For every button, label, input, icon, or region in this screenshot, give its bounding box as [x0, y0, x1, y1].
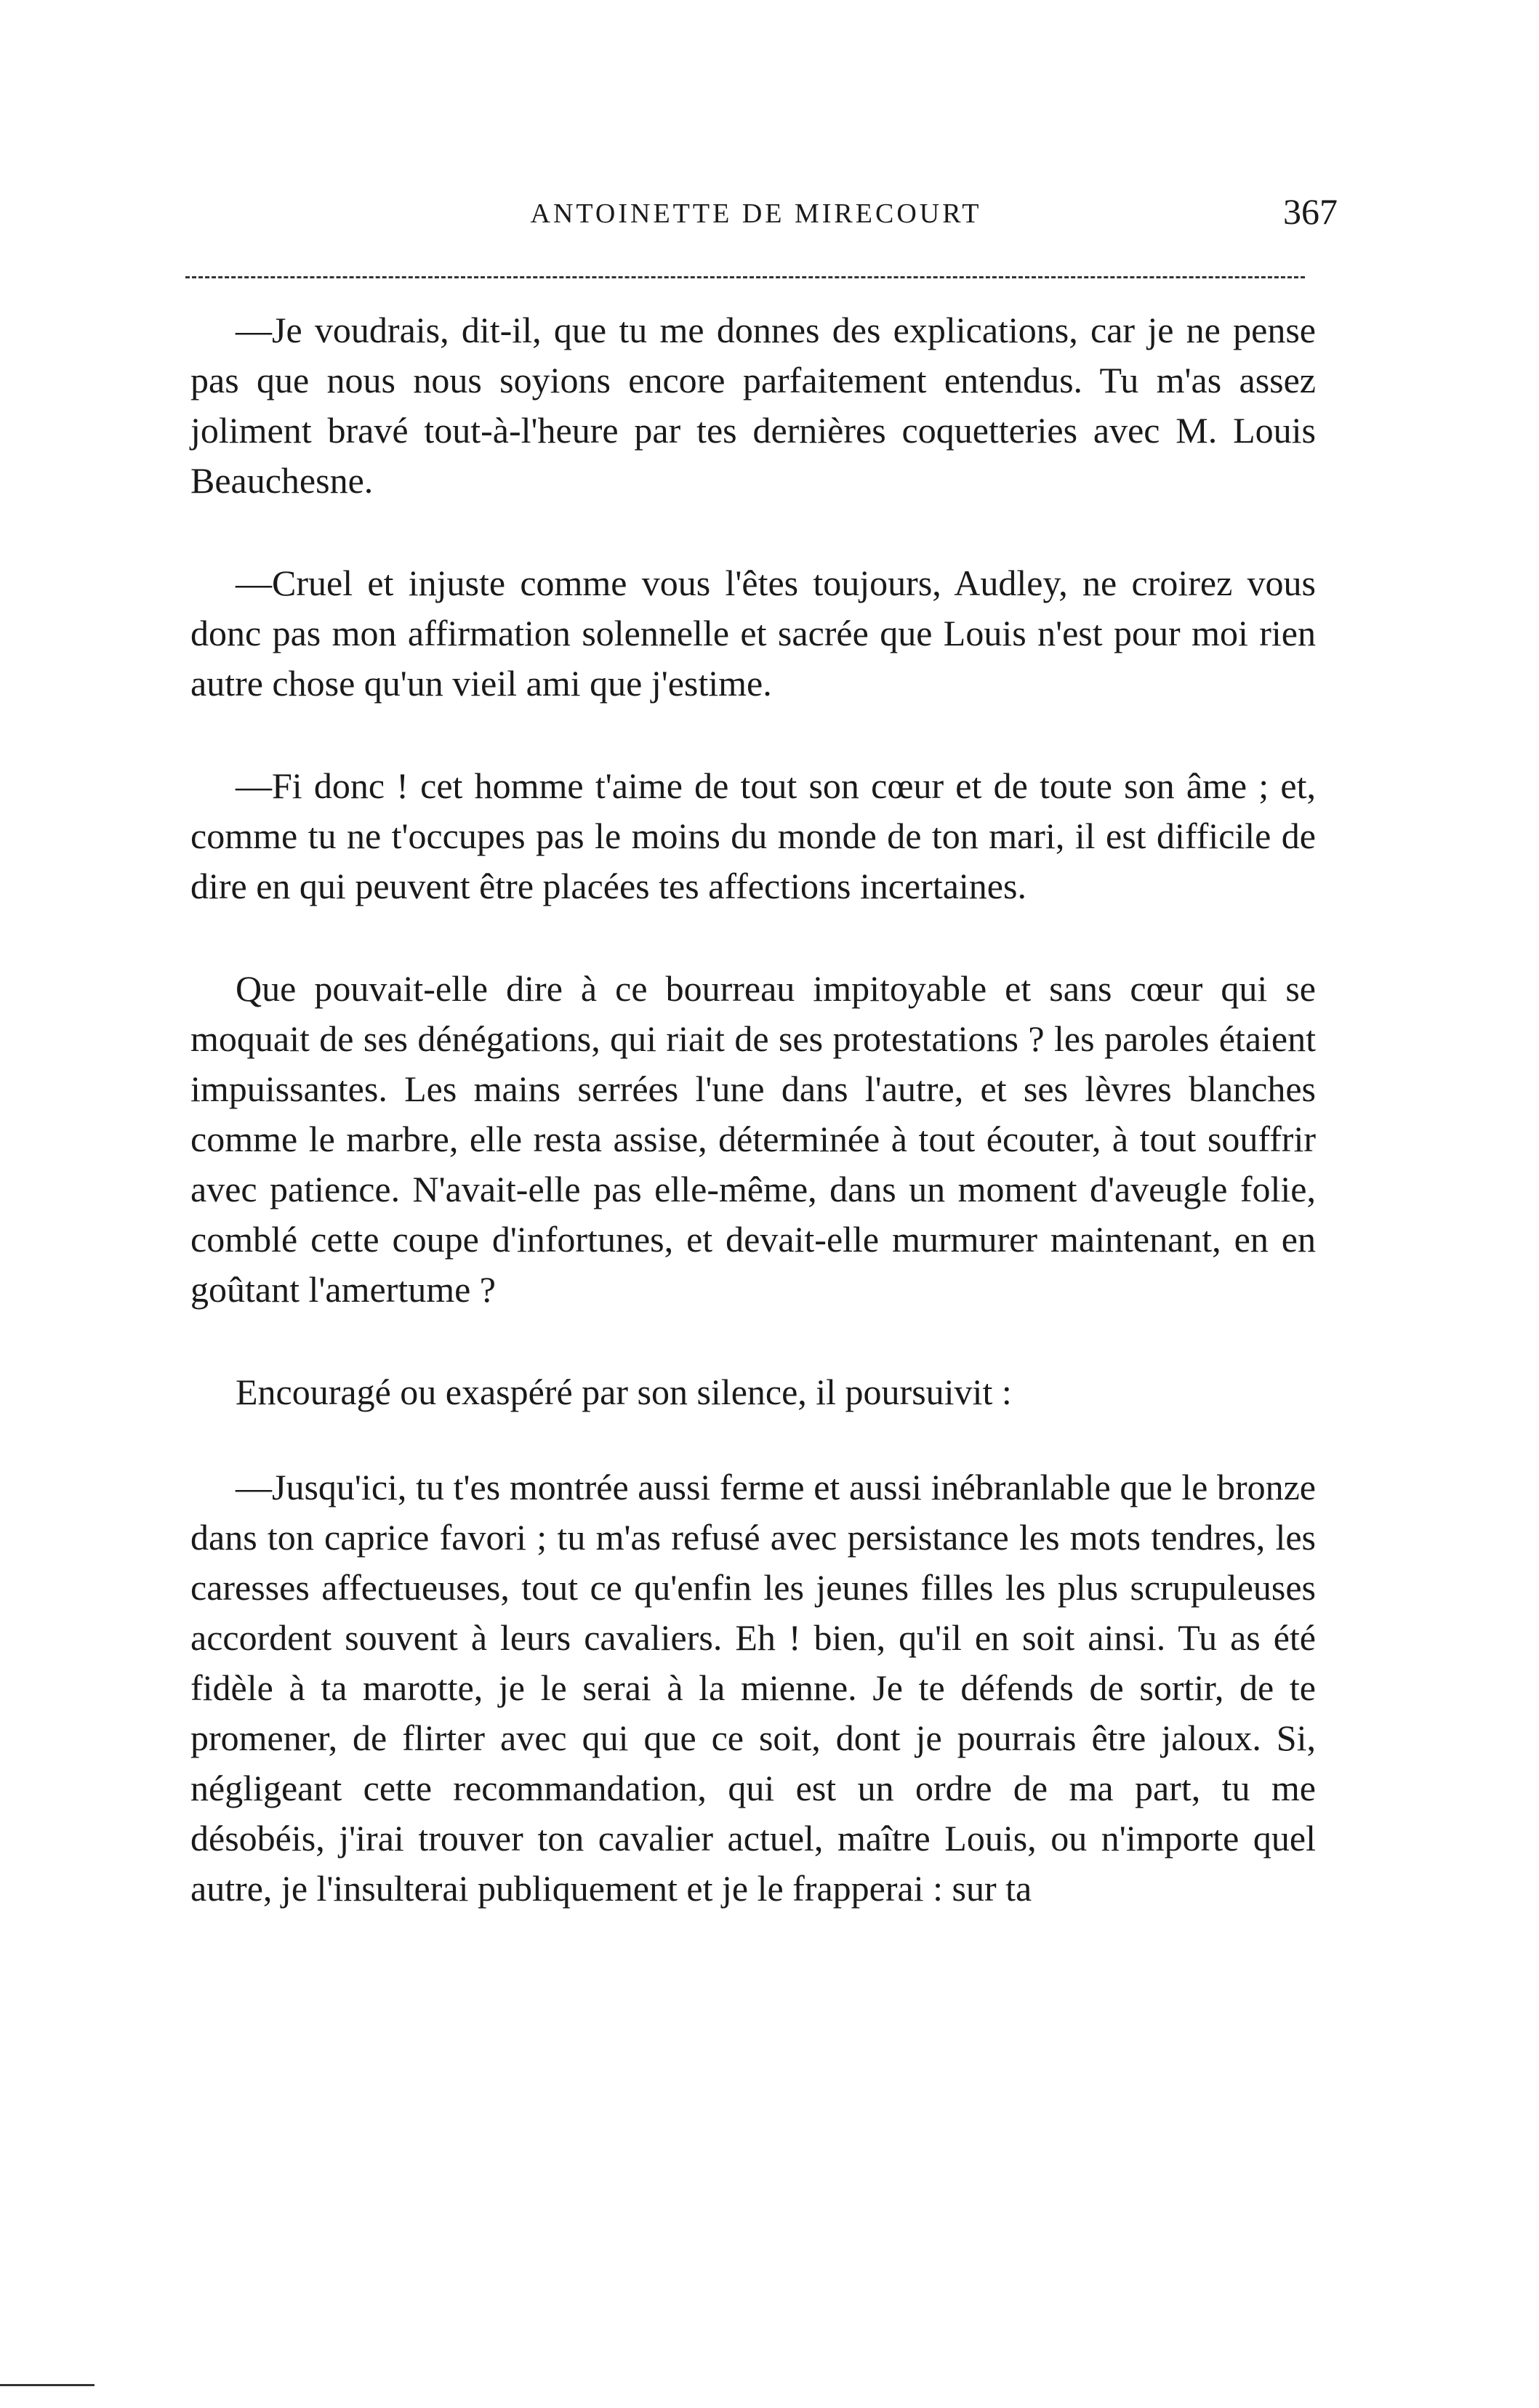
- paragraph-5: Encouragé ou exaspéré par son silence, il poursuivit :: [236, 1372, 1012, 1412]
- paragraph-3: —Fi donc ! cet homme t'aime de tout son cœur et de toute son âme ; et, comme tu ne t'occupes pas le moins du monde de ton mari, il est difficile de dire en qui peuvent être placées tes affections incertaines.: [190, 765, 1316, 906]
- paragraph-4: Que pouvait-elle dire à ce bourreau impitoyable et sans cœur qui se moquait de ses dénégations, qui riait de ses protestations ? les paroles étaient impuissantes. Les mains serrées l'une dans l'autre, et ses lèvres blanches comme le marbre, elle resta assise, déterminée à tout écouter, à tout souffrir avec patience. N'avait-elle pas elle-même, dans un moment d'aveugle folie, comblé cette coupe d'infortunes, et devait-elle murmurer maintenant, en en goûtant l'amertume ?: [190, 968, 1316, 1310]
- paragraph-1: —Je voudrais, dit-il, que tu me donnes des explications, car je ne pense pas que nous nous soyions encore parfaitement entendus. Tu m'as assez joliment bravé tout-à-l'heure par tes dernières coquetteries avec M. Louis Beauchesne.: [190, 310, 1316, 501]
- page-number: 367: [1283, 191, 1338, 232]
- footer-rule: [0, 2384, 95, 2386]
- body-text: [190, 305, 1316, 1914]
- header-rule: [185, 276, 1305, 278]
- running-head: [189, 190, 1338, 234]
- paragraph-2: —Cruel et injuste comme vous l'êtes toujours, Audley, ne croirez vous donc pas mon affirmation solennelle et sacrée que Louis n'est pour moi rien autre chose qu'un vieil ami que j'estime.: [190, 563, 1316, 704]
- running-title: ANTOINETTE DE MIRECOURT: [530, 198, 982, 229]
- paragraph-6: —Jusqu'ici, tu t'es montrée aussi ferme et aussi inébranlable que le bronze dans ton caprice favori ; tu m'as refusé avec persistance les mots tendres, les caresses affectueuses, tout ce qu'enfin les jeunes filles les plus scrupuleuses accordent souvent à leurs cavaliers. Eh ! bien, qu'il en soit ainsi. Tu as été fidèle à ta marotte, je le serai à la mienne. Je te défends de sortir, de te promener, de flirter avec qui que ce soit, dont je pourrais être jaloux. Si, négligeant cette recommandation, qui est un ordre de ma part, tu me désobéis, j'irai trouver ton cavalier actuel, maître Louis, ou n'importe quel autre, je l'insulterai publiquement et je le frapperai : sur ta: [190, 1467, 1316, 1909]
